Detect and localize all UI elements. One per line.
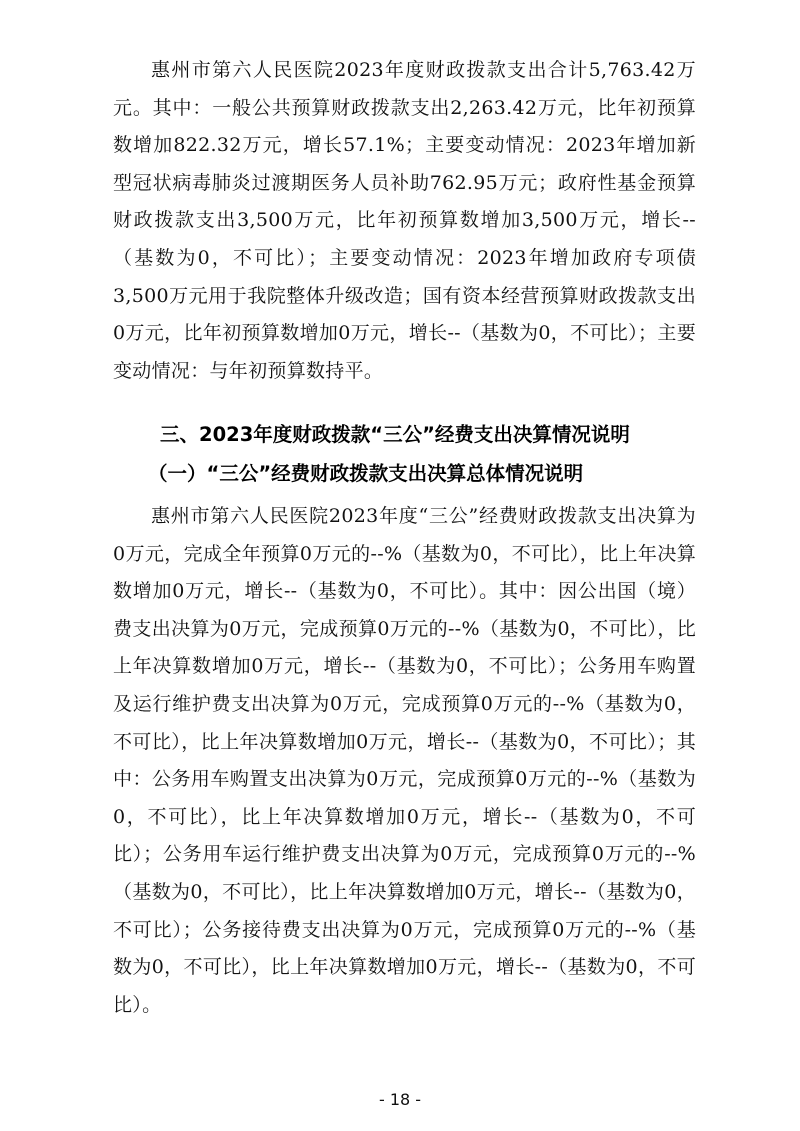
section-heading: 三、2023年度财政拨款“三公”经费支出决算情况说明 xyxy=(160,423,630,446)
page-number: - 18 - xyxy=(378,1090,422,1109)
subsection-heading: （一）“三公”经费财政拨款支出决算总体情况说明 xyxy=(148,462,584,485)
paragraph-three-public-expenses: 惠州市第六人民医院2023年度“三公”经费财政拨款支出决算为0万元，完成全年预算0万元的--%（基数为0，不可比），比上年决算数增加0万元，增长--（基数为0，不可比）。其中：因公出国（境）费支出决算为0万元，完成预算0万元的--%（基数为0，不可比），比上年决算数增加0万元，增长--（基数为0，不可比）；公务用车购置及运行维护费支出决算为0万元，完成预算0万元的--%（基数为0，不可比），比上年决算数增加0万元，增长--（基数为0，不可比）；其中：公务用车购置支出决算为0万元，完成预算0万元的--%（基数为0，不可比），比上年决算数增加0万元，增长--（基数为0，不可比）；公务用车运行维护费支出决算为0万元，完成预算0万元的--%（基数为0，不可比），比上年决算数增加0万元，增长--（基数为0，不可比）；公务接待费支出决算为0万元，完成预算0万元的--%（基数为0，不可比），比上年决算数增加0万元，增长--（基数为0，不可比）。 xyxy=(113,505,696,1016)
paragraph-appropriation-expenditure: 惠州市第六人民医院2023年度财政拨款支出合计5,763.42万元。其中：一般公共预算财政拨款支出2,263.42万元，比年初预算数增加822.32万元，增长57.1%；主要变动情况：2023年增加新型冠状病毒肺炎过渡期医务人员补助762.95万元；政府性基金预算财政拨款支出3,500万元，比年初预算数增加3,500万元，增长--（基数为0，不可比）；主要变动情况：2023年增加政府专项债3,500万元用于我院整体升级改造；国有资本经营预算财政拨款支出0万元，比年初预算数增加0万元，增长--（基数为0，不可比）；主要变动情况：与年初预算数持平。 xyxy=(113,59,696,382)
